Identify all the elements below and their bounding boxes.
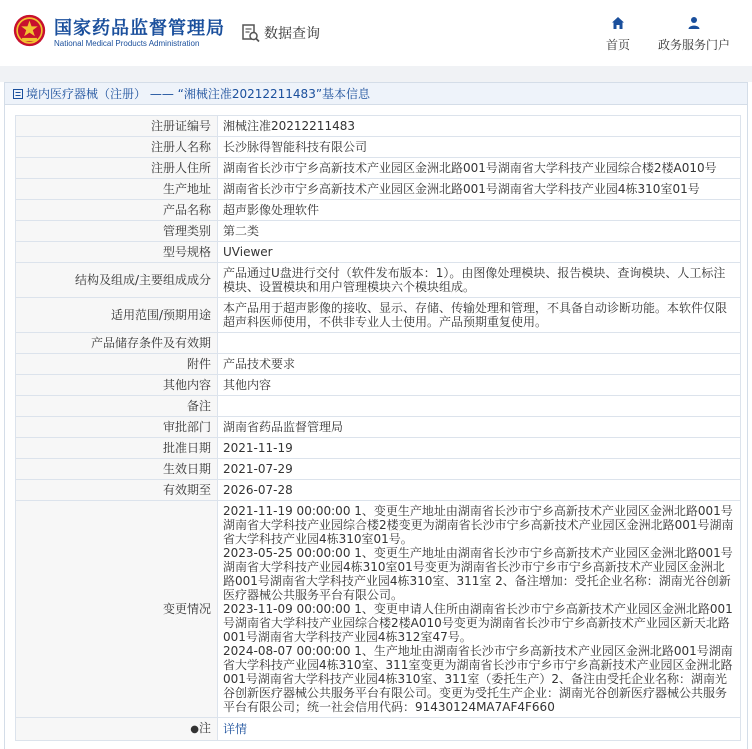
list-icon xyxy=(13,89,23,99)
field-label: 注册人住所 xyxy=(16,158,218,179)
table-row xyxy=(16,298,741,333)
home-icon xyxy=(611,16,625,30)
note-label-text: 注 xyxy=(198,721,211,735)
field-value-structure-composition: 产品通过U盘进行交付（软件发布版本：1）。由图像处理模块、报告模块、查询模块、人工标注模块、设置模块和用户管理模块六个模块组成。 xyxy=(218,263,741,298)
table-row xyxy=(16,242,741,263)
field-value-registrant-address: 湖南省长沙市宁乡高新技术产业园区金洲北路001号湖南省大学科技产业园综合楼2楼A010号 xyxy=(218,158,741,179)
field-value-attachment: 产品技术要求 xyxy=(218,354,741,375)
national-emblem-icon xyxy=(13,14,46,47)
site-title-english: National Medical Products Administration xyxy=(54,39,200,48)
field-value-effective-date: 2021-07-29 xyxy=(218,459,741,480)
lightbulb-icon: ● xyxy=(190,724,199,735)
breadcrumb xyxy=(5,83,747,105)
table-row xyxy=(16,221,741,242)
change-record: 2023-11-09 00:00:00 1、变更申请人住所由湖南省长沙市宁乡高新技术产业园区金洲北路001号湖南省大学科技产业园综合楼2楼A010号变更为湖南省长沙市宁乡高新技术产业园区新天北路001号湖南省大学科技产业园4栋312室47号。 xyxy=(223,602,733,644)
field-label: 有效期至 xyxy=(16,480,218,501)
table-row xyxy=(16,179,741,200)
table-row xyxy=(16,501,741,718)
table-row xyxy=(16,354,741,375)
change-record: 2021-11-19 00:00:00 1、变更生产地址由湖南省长沙市宁乡高新技术产业园区金洲北路001号湖南省大学科技产业园综合楼2楼变更为湖南省长沙市宁乡高新技术产业园区金洲北路001号湖南省大学科技产业园4栋310室01号。 xyxy=(223,504,734,546)
field-label: 批准日期 xyxy=(16,438,218,459)
field-value-approval-date: 2021-11-19 xyxy=(218,438,741,459)
field-value-management-category: 第二类 xyxy=(218,221,741,242)
nav-home[interactable] xyxy=(598,16,638,53)
field-value-remarks xyxy=(218,396,741,417)
change-record: 2024-08-07 00:00:00 1、生产地址由湖南省长沙市宁乡高新技术产业园区金洲北路001号湖南省大学科技产业园4栋310室、311室变更为湖南省长沙市宁乡市宁乡高新技术产业园区金洲北路001号湖南省大学科技产业园4栋310室、311室（委托生产）2、备注由受托企业名称：湖南光谷创新医疗器械公共服务平台有限公司。变更为受托生产企业：湖南光谷创新医疗器械公共服务平台有限公司；统一社会信用代码：91430124MA7AF4F660 xyxy=(223,644,733,714)
site-header xyxy=(0,0,752,66)
nav-home-label: 首页 xyxy=(605,38,630,52)
field-value-storage-conditions xyxy=(218,333,741,354)
data-query-label: 数据查询 xyxy=(264,26,320,42)
table-row xyxy=(16,480,741,501)
table-row xyxy=(16,396,741,417)
table-row xyxy=(16,333,741,354)
field-value-registrant-name: 长沙脉得智能科技有限公司 xyxy=(218,137,741,158)
field-value-model-spec: UViewer xyxy=(218,242,741,263)
field-label: 型号规格 xyxy=(16,242,218,263)
nav-gov-label: 政务服务门户 xyxy=(657,38,730,52)
field-label: 产品储存条件及有效期 xyxy=(16,333,218,354)
field-label: 审批部门 xyxy=(16,417,218,438)
field-value-valid-until: 2026-07-28 xyxy=(218,480,741,501)
field-label: 备注 xyxy=(16,396,218,417)
user-icon xyxy=(687,16,701,30)
detail-panel xyxy=(4,82,748,749)
field-label: 生效日期 xyxy=(16,459,218,480)
field-value-approval-department: 湖南省药品监督管理局 xyxy=(218,417,741,438)
table-row xyxy=(16,417,741,438)
field-value-note xyxy=(218,718,741,741)
field-label: 变更情况 xyxy=(16,501,218,718)
table-row xyxy=(16,438,741,459)
field-label: 管理类别 xyxy=(16,221,218,242)
table-row xyxy=(16,459,741,480)
details-link[interactable]: 详情 xyxy=(223,722,248,736)
table-row xyxy=(16,263,741,298)
field-label: 注册人名称 xyxy=(16,137,218,158)
field-label: 附件 xyxy=(16,354,218,375)
table-row xyxy=(16,116,741,137)
field-label-note xyxy=(16,718,218,741)
table-row xyxy=(16,200,741,221)
field-label: 生产地址 xyxy=(16,179,218,200)
breadcrumb-text: 境内医疗器械（注册） —— “湘械注准20212211483”基本信息 xyxy=(26,87,371,101)
table-row xyxy=(16,718,741,741)
site-title[interactable]: 国家药品监督管理局 xyxy=(54,18,225,39)
header-divider-band xyxy=(0,66,752,82)
table-row xyxy=(16,158,741,179)
field-value-product-name: 超声影像处理软件 xyxy=(218,200,741,221)
table-row xyxy=(16,375,741,396)
data-query-title xyxy=(241,22,320,44)
registration-info-table xyxy=(15,115,741,741)
field-value-production-address: 湖南省长沙市宁乡高新技术产业园区金洲北路001号湖南省大学科技产业园4栋310室01号 xyxy=(218,179,741,200)
field-value-other-content: 其他内容 xyxy=(218,375,741,396)
field-label: 结构及组成/主要组成成分 xyxy=(16,263,218,298)
field-value-intended-use: 本产品用于超声影像的接收、显示、存储、传输处理和管理，不具备自动诊断功能。本软件仅限超声科医师使用，不供非专业人士使用。产品预期重复使用。 xyxy=(218,298,741,333)
change-record: 2023-05-25 00:00:00 1、变更生产地址由湖南省长沙市宁乡高新技术产业园区金洲北路001号湖南省大学科技产业园4栋310室01号变更为湖南省长沙市宁乡市宁乡高新技术产业园区金洲北路001号湖南省大学科技产业园4栋310室、311室 2、备注增加：受托企业名称：湖南光谷创新医疗器械公共服务平台有限公司。 xyxy=(223,546,733,602)
table-row xyxy=(16,137,741,158)
field-label: 其他内容 xyxy=(16,375,218,396)
field-label: 产品名称 xyxy=(16,200,218,221)
document-search-icon xyxy=(241,23,261,43)
field-label: 注册证编号 xyxy=(16,116,218,137)
field-value-change-history xyxy=(218,501,741,718)
field-value-registration-number: 湘械注准20212211483 xyxy=(218,116,741,137)
field-label: 适用范围/预期用途 xyxy=(16,298,218,333)
nav-gov-service-portal[interactable] xyxy=(652,16,736,53)
